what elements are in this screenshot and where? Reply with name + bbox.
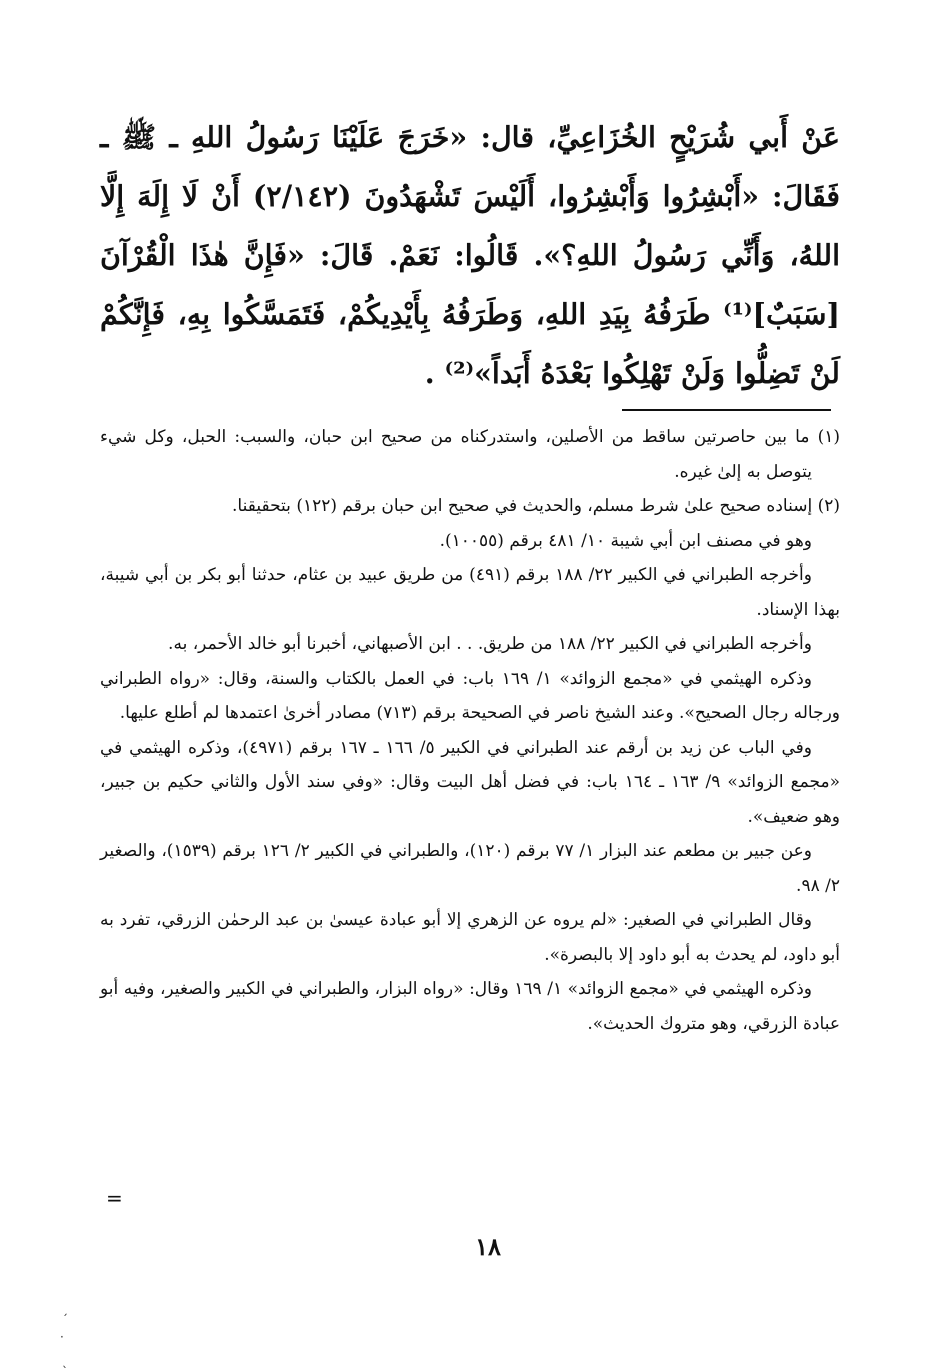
main-line: وَأَنِّي رَسُولُ اللهِ؟». قَالُوا: نَعَمْ. قَالَ: «فَإِنَّ هٰذَا الْقُرْآنَ [سَبَبٌ]⁽¹⁾ طَرَفُهُ	[100, 238, 840, 331]
footnote-paragraph: وأخرجه الطبراني في الكبير ٢٢/ ١٨٨ من طريق. . . ابن الأصبهاني، أخبرنا أبو خالد الأحمر، به.	[168, 634, 812, 654]
footnote-paragraph: وقال الطبراني في الصغير: «لم يروه عن الزهري إلا أبو عبادة عيسىٰ بن عبد الرحمٰن الزرقي، تفرد به أبو داود، لم يحدث به أبو داود إلا بالبصرة».	[100, 910, 840, 965]
scan-speck: ·	[60, 1330, 64, 1344]
page-number: ١٨	[475, 1232, 501, 1261]
scan-speck: ˎ	[62, 1354, 68, 1368]
footnote-paragraph: وذكره الهيثمي في «مجمع الزوائد» ١/ ١٦٩ وقال: «رواه البزار، والطبراني في الكبير والصغير، وفيه أبو عبادة الزرقي، وهو متروك الحديث».	[100, 979, 840, 1034]
main-line: فَقَالَ: «أَبْشِرُوا وَأَبْشِرُوا، أَلَيْسَ تَشْهَدُونَ (٢/١٤٢) أَنْ لَا إِلَهَ إِلَّا اللهُ،	[100, 179, 840, 272]
footnote-2: (٢) إسناده صحيح علىٰ شرط مسلم، والحديث في صحيح ابن حبان برقم (١٢٢) بتحقيقنا.	[232, 496, 840, 516]
footnote-paragraph: وذكره الهيثمي في «مجمع الزوائد» ١/ ١٦٩ باب: في العمل بالكتاب والسنة، وقال: «رواه الطبراني ورجاله رجال الصحيح». وعند الشيخ ناصر في الصحيحة برقم (٧١٣) مصادر أخرىٰ اعتمدها لم أطلع عليها.	[100, 668, 840, 723]
footnotes	[100, 420, 840, 1041]
main-line: بِيَدِ اللهِ، وَطَرَفُهُ بِأَيْدِيكُمْ، فَتَمَسَّكُوا بِهِ، فَإِنَّكُمْ لَنْ تَضِلُّوا وَلَنْ تَهْلِكُوا	[100, 297, 840, 390]
continuation-mark: =	[106, 1186, 123, 1210]
footnote-paragraph: وفي الباب عن زيد بن أرقم عند الطبراني في الكبير ٥/ ١٦٦ ـ ١٦٧ برقم (٤٩٧١)، وذكره الهيثمي في «مجمع الزوائد» ٩/ ١٦٣ ـ ١٦٤ باب: في فضل أهل البيت وقال: «وفي سند الأول والثاني حكيم بن جبير، وهو ضعيف».	[100, 737, 840, 827]
main-line: عَنْ أَبي شُرَيْحٍ الخُزَاعِيِّ، قال: «خَرَجَ عَلَيْنَا رَسُولُ اللهِ ـ ﷺ ـ	[100, 120, 840, 154]
footnote-1: (١) ما بين حاصرتين ساقط من الأصلين، واستدركناه من صحيح ابن حبان، والسبب: الحبل، وكل شيء يتوصل به إلىٰ غيره.	[100, 427, 840, 482]
hadith-text	[100, 108, 840, 403]
main-line: بَعْدَهُ أَبَداً»⁽²⁾ .	[424, 356, 593, 390]
footnote-paragraph: وهو في مصنف ابن أبي شيبة ١٠/ ٤٨١ برقم (١٠٠٥٥).	[439, 530, 812, 551]
footnote-separator	[622, 409, 831, 411]
footnote-paragraph: وأخرجه الطبراني في الكبير ٢٢/ ١٨٨ برقم (٤٩١) من طريق عبيد بن عثام، حدثنا أبو بكر بن أبي شيبة، بهذا الإسناد.	[100, 565, 840, 620]
scan-speck: ˏ	[62, 1302, 68, 1316]
footnote-paragraph: وعن جبير بن مطعم عند البزار ١/ ٧٧ برقم (١٢٠)، والطبراني في الكبير ٢/ ١٢٦ برقم (١٥٣٩)، والصغير ٢/ ٩٨.	[100, 841, 840, 896]
